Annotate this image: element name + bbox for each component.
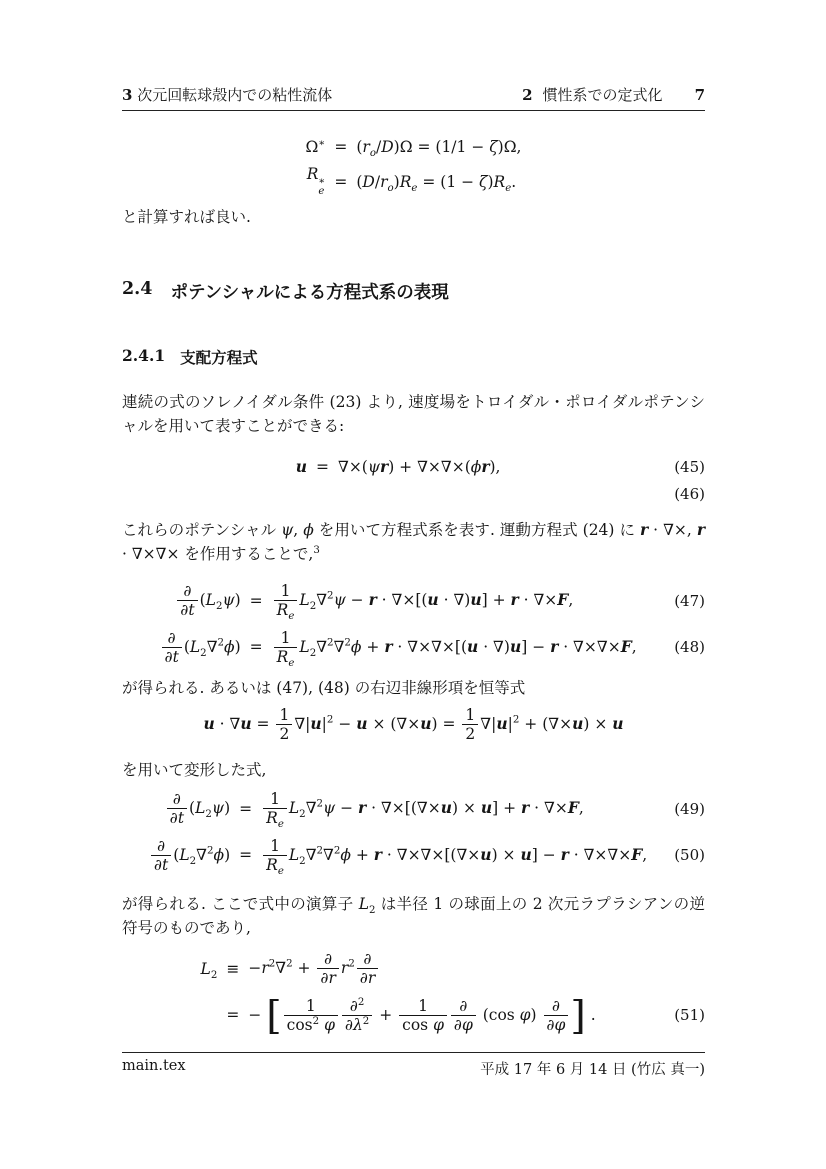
- eq-lhs: $L_2$: [200, 959, 218, 981]
- eq-rhs: $(D/r_o)R_e = (1 - \zeta)R_e$.: [356, 172, 517, 194]
- footer-date: 平成 17 年 6 月 14 日 (竹広 真一): [480, 1062, 705, 1078]
- eq-lhs: Ω∗: [305, 137, 326, 156]
- running-section-number: 2: [522, 86, 533, 104]
- paragraph-1: と計算すれば良い.: [122, 208, 251, 226]
- running-title-number: 3: [122, 86, 133, 104]
- eq-rhs: − [ $\frac{1}{\cos^2 \varphi}$ $\frac{\partial^2}{\partial\lambda^2}$ + $\frac{1}{\text{cos φ}}$ $\frac{\partial}{\partial\varphi}$ (cos φ) $\frac{\partial}{\partial\varphi}$ ] .: [248, 992, 596, 1039]
- running-title: [122, 84, 332, 105]
- paragraph-4: が得られる. あるいは (47), (48) の右辺非線形項を恒等式: [122, 679, 526, 697]
- paragraph-3: これらのポテンシャル ψ, ϕ を用いて方程式系を表す. 運動方程式 (24) に r · ∇×, r · ∇×∇× を作用することで,$^3$: [122, 520, 705, 563]
- equation-number: (51): [674, 1006, 705, 1025]
- eq-lhs: $\frac{\partial}{\partial t}$ $(L_2\nabla^2\phi)$: [149, 837, 230, 875]
- page-header: [122, 84, 705, 111]
- eq-lhs: R ∗ e: [306, 165, 326, 198]
- section-number: 2.4: [122, 279, 153, 299]
- paragraph-2: 連続の式のソレノイダル条件 (23) より, 速度場をトロイダル・ポロイダルポテンシャルを用いて表すことができる:: [122, 393, 705, 435]
- equation-block-49-50: [122, 790, 705, 877]
- footer-filename: main.tex: [122, 1058, 186, 1074]
- section-heading: [122, 279, 705, 304]
- paragraph-6: が得られる. ここで式中の演算子 $L_2$ は半径 1 の球面上の 2 次元ラプラシアンの逆符号のものであり,: [122, 895, 705, 937]
- eq-rhs: ∇×(ψr) + ∇×∇×(ϕr),: [338, 457, 501, 476]
- identity-equation: u · ∇u = $\frac{1}{2}$ $\nabla|u|^2 - u \times (\nabla\times u)$ = $\frac{1}{2}$ $\nabla|u|^2 + (\nabla\times u) \times u$: [203, 706, 624, 744]
- eq-relation: =: [334, 138, 348, 156]
- equation-block-47-48: [122, 582, 705, 669]
- equation-number: (48): [674, 638, 705, 657]
- eq-relation: =: [226, 1006, 240, 1025]
- eq-rhs: $-r^2\nabla^2$ + $\frac{\partial}{\partial r}$ $r^2$ $\frac{\partial}{\partial r}$: [248, 950, 595, 988]
- eq-lhs: $\frac{\partial}{\partial t}$ $(L_2\psi)$: [149, 790, 230, 828]
- paragraph-5: を用いて変形した式,: [122, 761, 267, 779]
- subsection-heading: [122, 346, 705, 368]
- equation-block-51: [122, 950, 705, 1039]
- eq-relation: =: [239, 799, 253, 818]
- eq-rhs: $\frac{1}{R_e}$ $L_2\nabla^2\nabla^2\phi + r \cdot \nabla\times\nabla\times[(u \cdot \nabla)u] - r \cdot \nabla\times\nabla\times F$,: [272, 629, 637, 667]
- running-title-text: 次元回転球殻内での粘性流体: [137, 86, 333, 104]
- equation-block-omega: [122, 138, 705, 198]
- eq-relation: =: [239, 846, 253, 865]
- eq-rhs: $\frac{1}{R_e}$ $L_2\nabla^2\psi - r \cdot \nabla\times[(u \cdot \nabla)u] + r \cdot \nabla\times F$,: [272, 582, 637, 620]
- eq-rhs: $\frac{1}{R_e}$ $L_2\nabla^2\psi - r \cdot \nabla\times[(\nabla\times u) \times u] + r \cdot \nabla\times F$,: [261, 790, 647, 828]
- equation-number: (50): [674, 846, 705, 865]
- eq-relation: =: [334, 172, 348, 191]
- subsection-number: 2.4.1: [122, 346, 166, 365]
- eq-relation: =: [249, 638, 263, 657]
- eq-lhs: u: [295, 457, 307, 476]
- eq-rhs: $(r_o/D)\Omega = (1/1 - \zeta)\Omega$,: [356, 138, 522, 160]
- running-section: [522, 84, 705, 105]
- subsection-title: 支配方程式: [180, 348, 258, 367]
- equation-number: (47): [674, 591, 705, 610]
- eq-lhs: $\frac{\partial}{\partial t}$ $(L_2\psi)$: [160, 582, 241, 620]
- section-title: ポテンシャルによる方程式系の表現: [170, 283, 449, 303]
- equation-number: (46): [674, 485, 705, 503]
- page-footer: [122, 1052, 705, 1079]
- eq-lhs: $\frac{\partial}{\partial t}$ $(L_2\nabla^2\phi)$: [160, 629, 241, 667]
- equation-block-45-46: [122, 457, 705, 503]
- equation-number: (49): [674, 799, 705, 818]
- equation-number: (45): [674, 457, 705, 476]
- eq-rhs: $\frac{1}{R_e}$ $L_2\nabla^2\nabla^2\phi + r \cdot \nabla\times\nabla\times[(\nabla\times u) \times u] - r \cdot \nabla\times\nabla\times F$,: [261, 837, 647, 875]
- running-section-title: 慣性系での定式化: [542, 86, 663, 104]
- eq-relation: =: [249, 591, 263, 610]
- eq-relation: =: [316, 457, 329, 476]
- page-number: 7: [694, 86, 705, 104]
- eq-relation: ≡: [226, 959, 240, 978]
